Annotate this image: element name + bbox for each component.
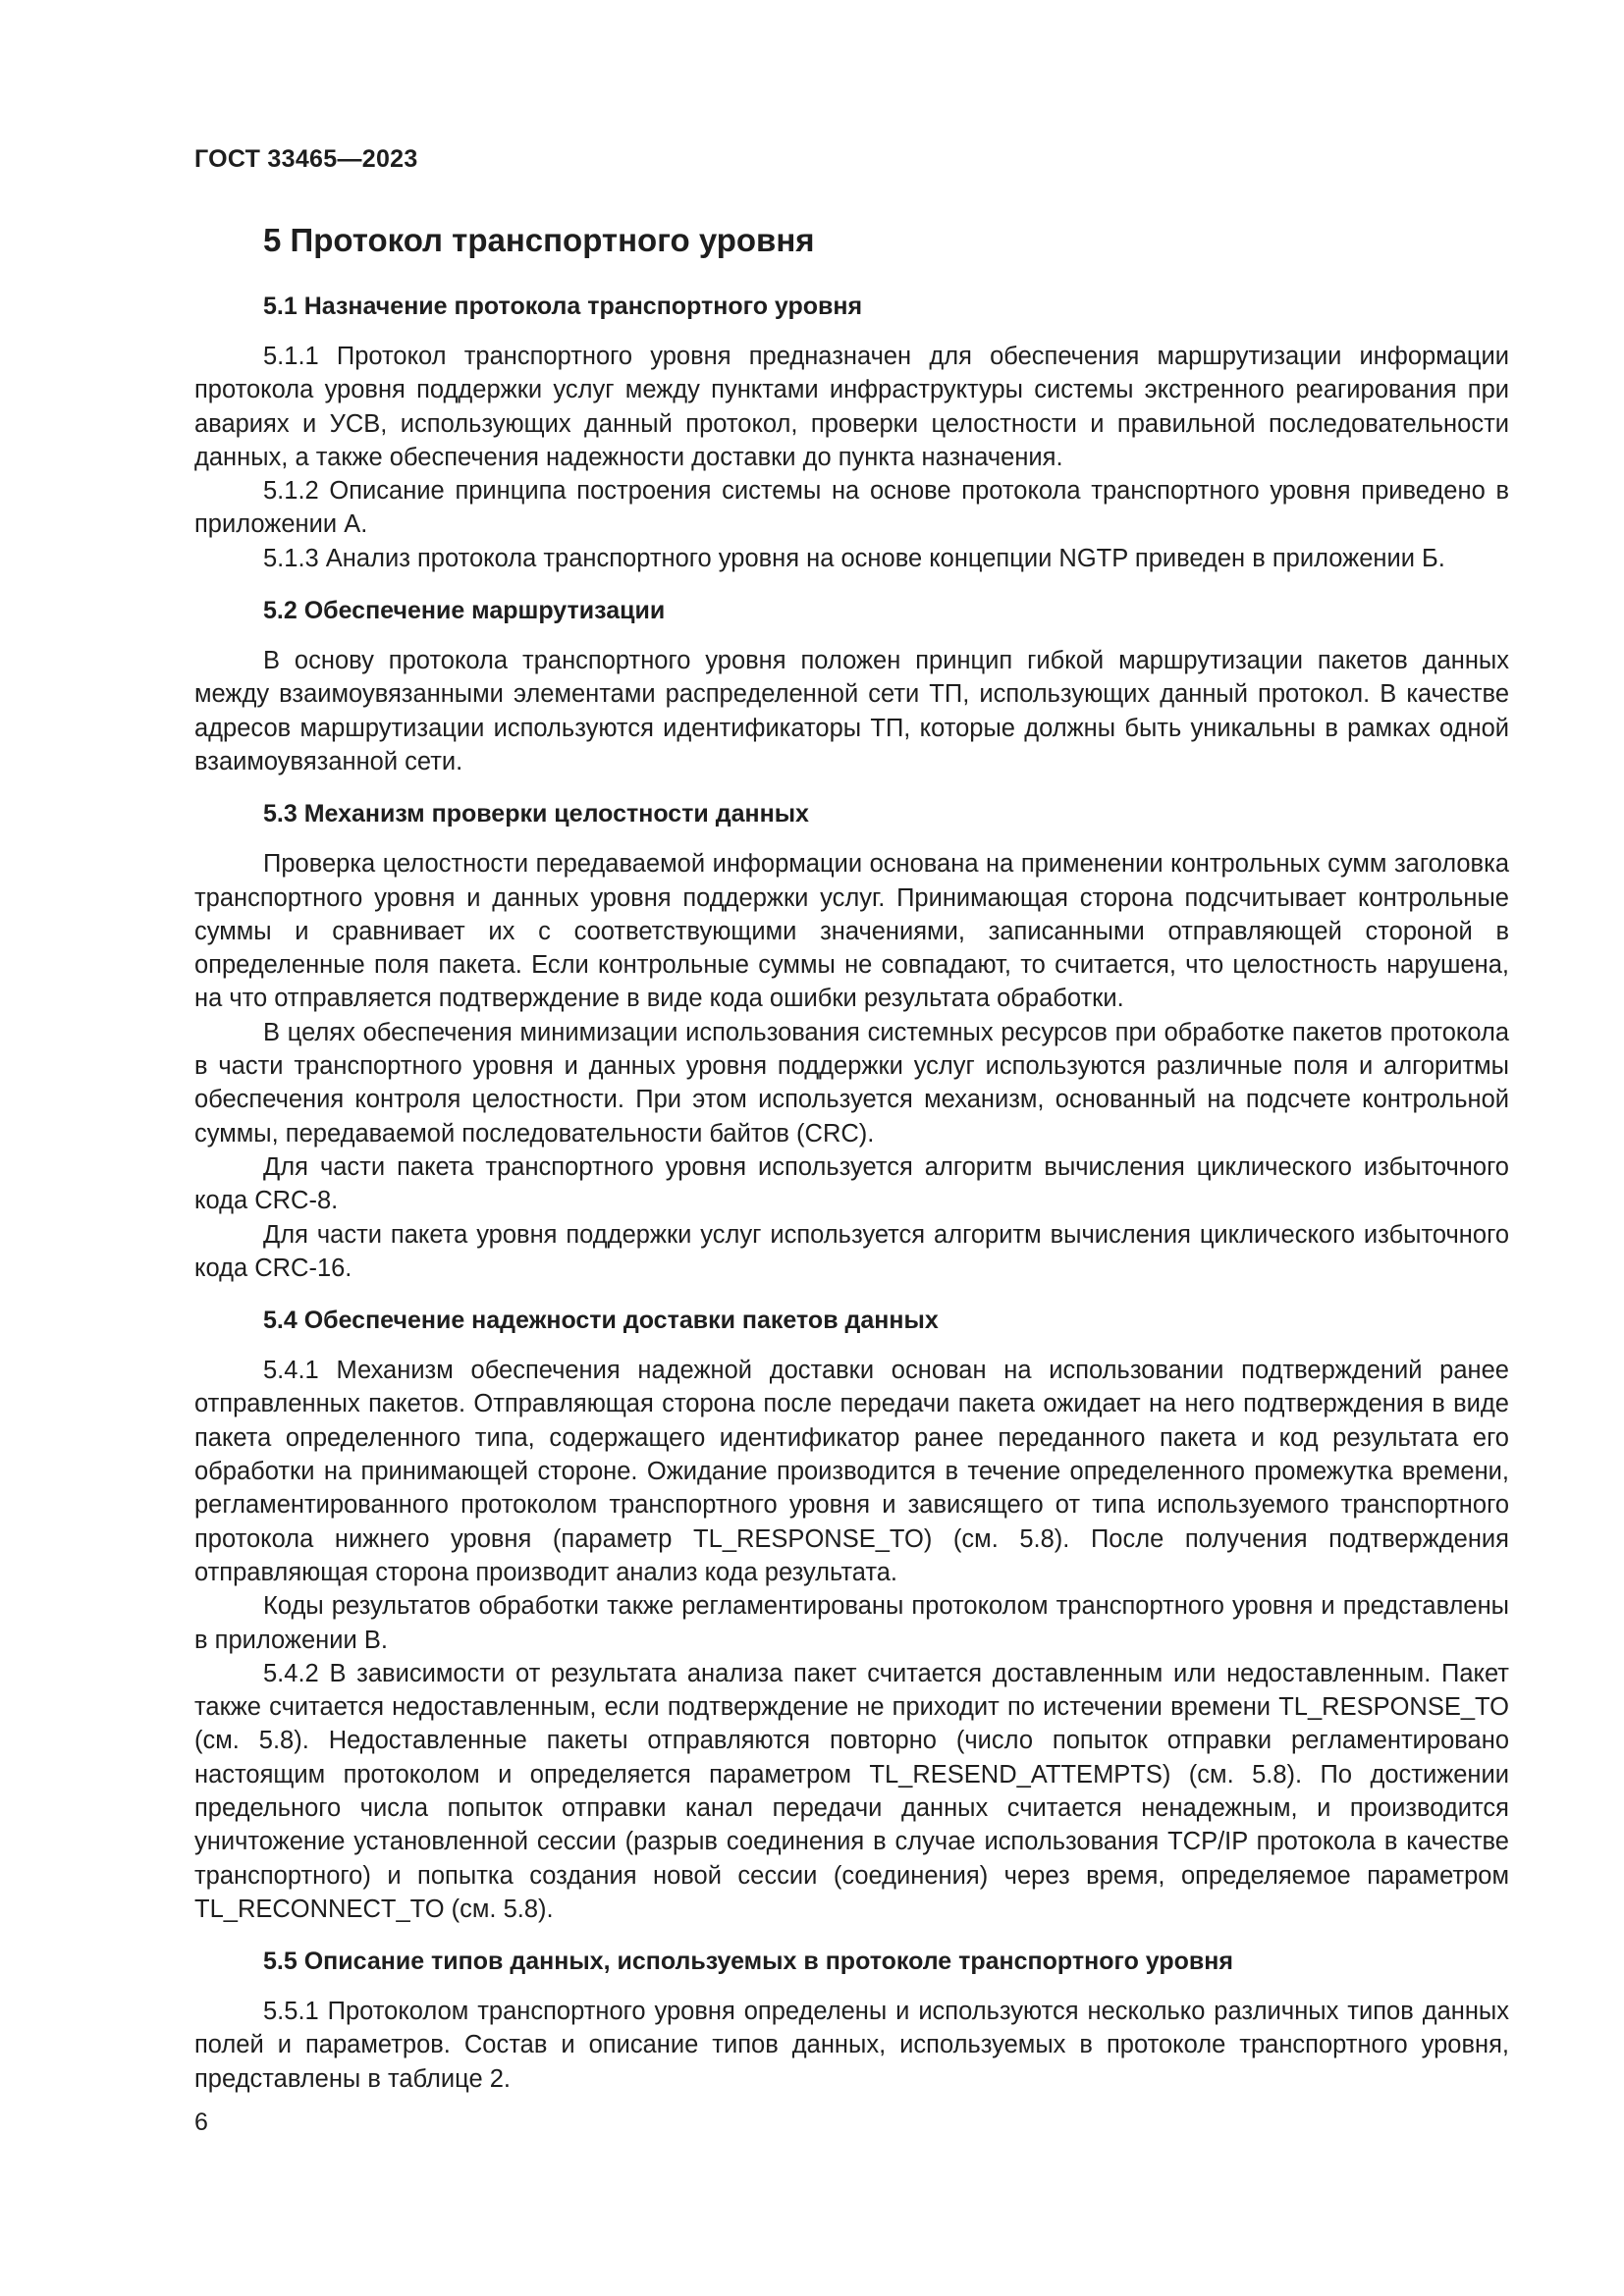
subsection-title-5-2: 5.2 Обеспечение маршрутизации [263, 597, 666, 625]
paragraph-5-3-c: Для части пакета транспортного уровня используется алгоритм вычисления циклического избыточного кода CRC-8. [194, 1152, 1509, 1215]
paragraph-5-4-codes: Коды результатов обработки также регламентированы протоколом транспортного уровня и представлены в приложении В. [194, 1592, 1509, 1654]
subsection-title-5-1: 5.1 Назначение протокола транспортного уровня [263, 293, 863, 320]
section-title: 5 Протокол транспортного уровня [263, 222, 815, 258]
paragraph-5-1-1: 5.1.1 Протокол транспортного уровня предназначен для обеспечения маршрутизации информации протокола уровня поддержки услуг между пунктами инфраструктуры системы экстренного реагирования при авариях и УСВ, использующих данный протокол, проверки целостности и правильной последовательности данных, а также обеспечения надежности доставки до пункта назначения. [194, 343, 1509, 471]
document-header: ГОСТ 33465—2023 [194, 145, 418, 173]
paragraph-5-3-b: В целях обеспечения минимизации использования системных ресурсов при обработке пакетов протокола в части транспортного уровня и данных уровня поддержки услуг используются различные поля и алгоритмы обеспечения контроля целостности. При этом используется механизм, основанный на подсчете контрольной суммы, передаваемой последовательности байтов (CRC). [194, 1018, 1509, 1148]
document-body [194, 218, 1509, 2096]
paragraph-5-4-2: 5.4.2 В зависимости от результата анализа пакет считается доставленным или недоставленным. Пакет также считается недоставленным, если подтверждение не приходит по истечении времени TL_RESPONSE_TO (см. 5.8). Недоставленные пакеты отправляются повторно (число попыток отправки регламентировано настоящим протоколом и определяется параметром TL_RESEND_ATTEMPTS) (см. 5.8). По достижении предельного числа попыток отправки канал передачи данных считается ненадежным, и производится уничтожение установленной сессии (разрыв соединения в случае использования TCP/IP протокола в качестве транспортного) и попытка создания новой сессии (соединения) через время, определяемое параметром TL_RECONNECT_TO (см. 5.8). [194, 1659, 1509, 1923]
paragraph-5-2: В основу протокола транспортного уровня положен принцип гибкой маршрутизации пакетов данных между взаимоувязанными элементами распределенной сети ТП, использующих данный протокол. В качестве адресов маршрутизации используются идентификаторы ТП, которые должны быть уникальны в рамках одной взаимоувязанной сети. [194, 647, 1509, 775]
page-number: 6 [194, 2109, 208, 2136]
paragraph-5-4-1: 5.4.1 Механизм обеспечения надежной доставки основан на использовании подтверждений ранее отправленных пакетов. Отправляющая сторона после передачи пакета ожидает на него подтверждения в виде пакета определенного типа, содержащего идентификатор ранее переданного пакета и код результата его обработки на принимающей стороне. Ожидание производится в течение определенного промежутка времени, регламентированного протоколом транспортного уровня и зависящего от типа используемого транспортного протокола нижнего уровня (параметр TL_RESPONSE_TO) (см. 5.8). После получения подтверждения отправляющая сторона производит анализ кода результата. [194, 1357, 1509, 1586]
paragraph-5-1-2: 5.1.2 Описание принципа построения системы на основе протокола транспортного уровня приведено в приложении А. [194, 477, 1509, 539]
paragraph-5-1-3: 5.1.3 Анализ протокола транспортного уровня на основе концепции NGTP приведен в приложении Б. [263, 544, 1445, 572]
paragraph-5-3-a: Проверка целостности передаваемой информации основана на применении контрольных сумм заголовка транспортного уровня и данных уровня поддержки услуг. Принимающая сторона подсчитывает контрольные суммы и сравнивает их с соответствующими значениями, записанными отправляющей стороной в определенные поля пакета. Если контрольные суммы не совпадают, то считается, что целостность нарушена, на что отправляется подтверждение в виде кода ошибки результата обработки. [194, 850, 1509, 1013]
subsection-title-5-3: 5.3 Механизм проверки целостности данных [263, 800, 809, 828]
paragraph-5-3-d: Для части пакета уровня поддержки услуг используется алгоритм вычисления циклического избыточного кода CRC-16. [194, 1220, 1509, 1282]
paragraph-5-5-1: 5.5.1 Протоколом транспортного уровня определены и используются несколько различных типов данных полей и параметров. Состав и описание типов данных, используемых в протоколе транспортного уровня, представлены в таблице 2. [194, 1998, 1509, 2093]
subsection-title-5-4: 5.4 Обеспечение надежности доставки пакетов данных [263, 1307, 939, 1335]
subsection-title-5-5: 5.5 Описание типов данных, используемых в протоколе транспортного уровня [263, 1948, 1233, 1976]
